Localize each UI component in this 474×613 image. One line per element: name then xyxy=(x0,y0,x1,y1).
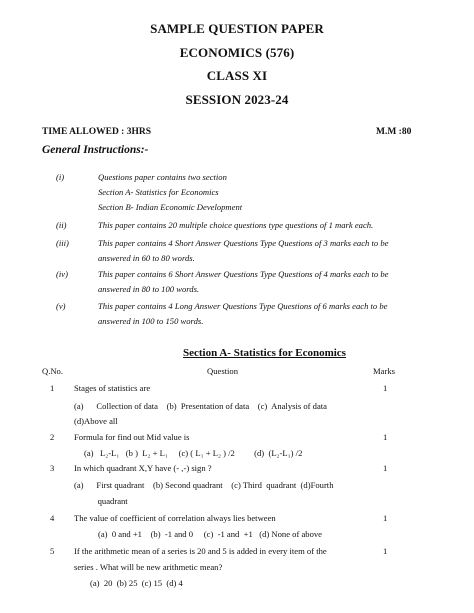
question-marks: 1 xyxy=(383,546,388,556)
instruction-line: answered in 60 to 80 words. xyxy=(98,253,195,263)
question-number: 3 xyxy=(50,463,55,473)
question-options: series . What will be new arithmetic mean? xyxy=(74,562,223,572)
question-options: (a) 20 (b) 25 (c) 15 (d) 4 xyxy=(90,578,183,588)
question-options: (a) First quadrant (b) Second quadrant (c) Third quadrant (d)Fourth xyxy=(74,480,334,490)
instruction-line: Section A- Statistics for Economics xyxy=(98,187,219,197)
session-title: SESSION 2023-24 xyxy=(185,92,289,107)
section-a-title: Section A- Statistics for Economics xyxy=(183,347,346,359)
col-header-qno: Q.No. xyxy=(42,366,64,376)
time-allowed: TIME ALLOWED : 3HRS xyxy=(42,127,152,137)
instruction-line: This paper contains 4 Long Answer Questions Type Questions of 6 marks each to be xyxy=(98,301,388,311)
question-text: In which quadrant X,Y have (- ,-) sign ? xyxy=(74,463,212,473)
question-options: (d)Above all xyxy=(74,416,118,426)
instruction-line: answered in 100 to 150 words. xyxy=(98,316,204,326)
question-number: 4 xyxy=(50,513,55,523)
instruction-line: answered in 80 to 100 words. xyxy=(98,284,200,294)
col-header-question: Question xyxy=(207,366,239,376)
question-text: Formula for find out Mid value is xyxy=(74,432,190,442)
instruction-line: Section B- Indian Economic Development xyxy=(98,202,243,212)
question-text: The value of coefficient of correlation always lies between xyxy=(74,513,276,523)
instruction-number: (iv) xyxy=(56,269,68,279)
max-marks: M.M :80 xyxy=(376,127,412,137)
instruction-line: This paper contains 6 Short Answer Questions Type Questions of 4 marks each to be xyxy=(98,269,389,279)
instruction-line: Questions paper contains two section xyxy=(98,172,227,182)
question-options: (a) L₂-L₁ (b ) L₂ + L₁ (c) ( L₁ + L₂ ) /2 (d) (L₂-L₁) /2 xyxy=(84,448,303,458)
instruction-line: This paper contains 20 multiple choice questions type questions of 1 mark each. xyxy=(98,220,374,230)
question-marks: 1 xyxy=(383,432,388,442)
col-header-marks: Marks xyxy=(373,366,395,376)
question-number: 2 xyxy=(50,432,55,442)
question-options: (a) 0 and +1 (b) -1 and 0 (c) -1 and +1 (d) None of above xyxy=(98,529,322,539)
question-number: 5 xyxy=(50,546,55,556)
class-title: CLASS XI xyxy=(206,68,268,83)
question-text: Stages of statistics are xyxy=(74,383,151,393)
instruction-line: This paper contains 4 Short Answer Questions Type Questions of 3 marks each to be xyxy=(98,238,389,248)
question-marks: 1 xyxy=(383,383,388,393)
question-marks: 1 xyxy=(383,463,388,473)
instruction-number: (iii) xyxy=(56,238,69,248)
question-options: quadrant xyxy=(74,496,128,506)
paper-title: SAMPLE QUESTION PAPER xyxy=(150,21,324,36)
subject-title: ECONOMICS (576) xyxy=(179,45,295,60)
question-options: (a) Collection of data (b) Presentation of data (c) Analysis of data xyxy=(74,401,327,411)
instruction-number: (v) xyxy=(56,301,66,311)
question-text: If the arithmetic mean of a series is 20 and 5 is added in every item of the xyxy=(74,546,327,556)
question-number: 1 xyxy=(50,383,55,393)
instruction-number: (i) xyxy=(56,172,65,182)
instructions-title: General Instructions:- xyxy=(42,144,149,156)
instruction-number: (ii) xyxy=(56,220,67,230)
question-marks: 1 xyxy=(383,513,388,523)
